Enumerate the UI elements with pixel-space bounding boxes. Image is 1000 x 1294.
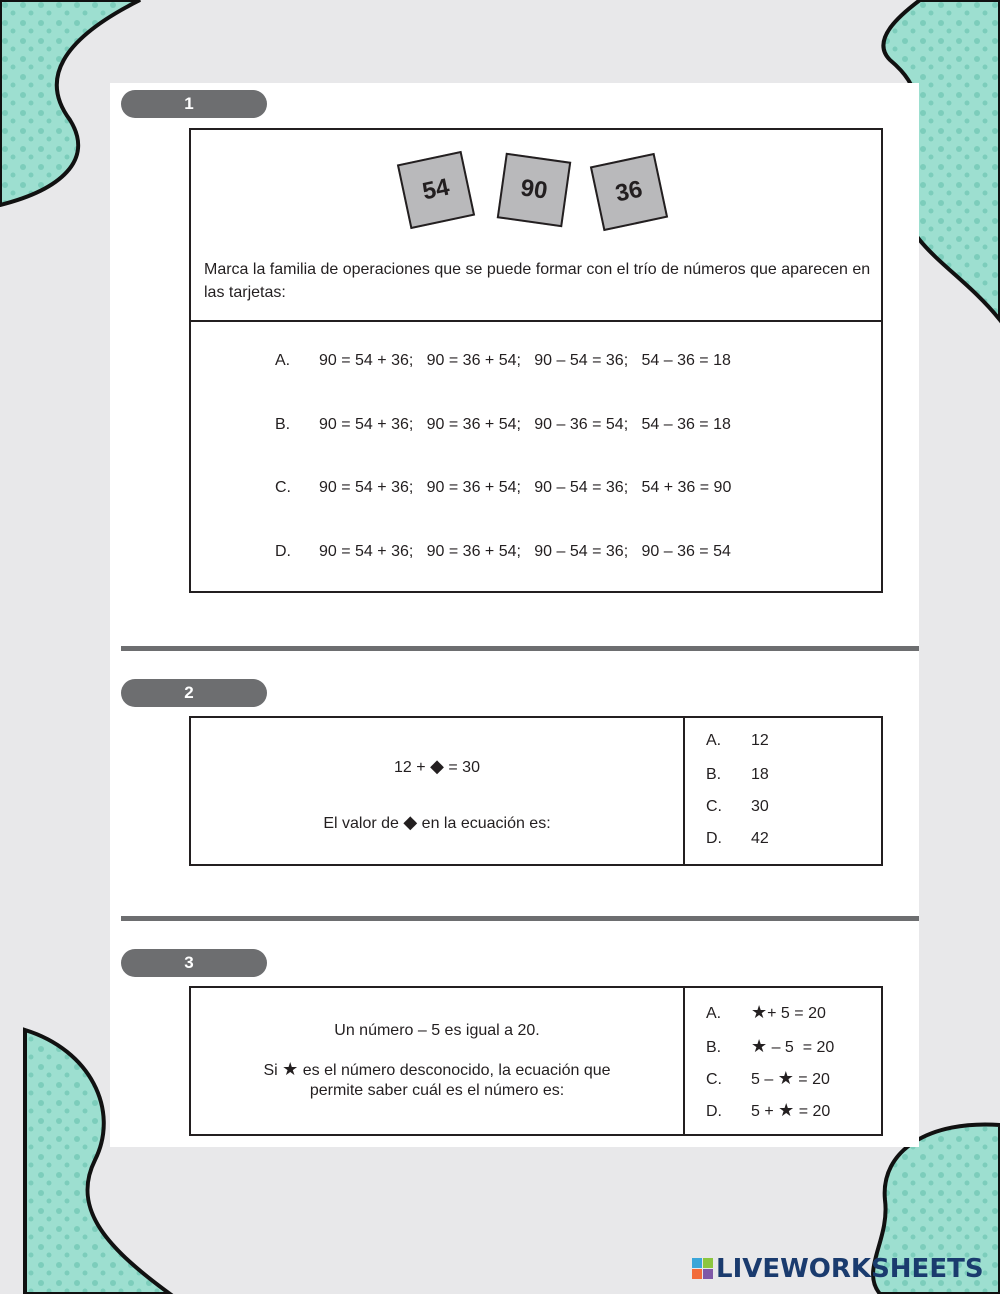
diamond-icon: ◆ bbox=[403, 812, 418, 832]
prompt-text: en la ecuación es: bbox=[421, 815, 551, 832]
answer-option-b[interactable] bbox=[706, 1036, 834, 1057]
question-3-line-1: Un número – 5 es igual a 20. bbox=[334, 1022, 540, 1039]
question-3-line-2 bbox=[191, 1059, 683, 1080]
option-letter: D. bbox=[275, 543, 291, 560]
answer-option-a[interactable] bbox=[706, 1002, 826, 1023]
star-icon: ★ bbox=[777, 1068, 794, 1088]
question-number-badge bbox=[121, 949, 267, 977]
question-number: 1 bbox=[184, 94, 194, 113]
question-number: 3 bbox=[184, 953, 194, 972]
answer-option-c[interactable] bbox=[275, 479, 731, 497]
prompt-text: es el número desconocido, la ecuación que bbox=[302, 1062, 611, 1079]
option-text: 5 + bbox=[751, 1103, 779, 1120]
option-text: 90 = 54 + 36; 90 = 36 + 54; 90 – 54 = 36; 54 – 36 = 18 bbox=[319, 352, 731, 369]
prompt-text: El valor de bbox=[323, 815, 399, 832]
option-letter: A. bbox=[706, 732, 722, 749]
answer-option-d[interactable] bbox=[706, 830, 769, 848]
question-number-badge bbox=[121, 679, 267, 707]
star-icon: ★ bbox=[778, 1100, 795, 1120]
question-2-box bbox=[189, 716, 883, 866]
liveworksheets-brand[interactable] bbox=[692, 1253, 984, 1285]
option-letter: A. bbox=[275, 352, 291, 369]
question-3-options bbox=[706, 988, 886, 1134]
question-3-line-3: permite saber cuál es el número es: bbox=[309, 1082, 565, 1099]
number-card: 54 bbox=[397, 151, 475, 229]
question-2-prompt bbox=[191, 812, 683, 833]
answer-option-d[interactable] bbox=[275, 543, 731, 561]
answer-option-b[interactable] bbox=[275, 416, 731, 434]
question-2-options bbox=[706, 718, 886, 864]
option-letter: C. bbox=[706, 1071, 722, 1088]
star-icon: ★ bbox=[751, 1002, 768, 1022]
option-text: – 5 = 20 bbox=[767, 1039, 835, 1056]
answer-option-c[interactable] bbox=[706, 798, 769, 816]
option-text: 90 = 54 + 36; 90 = 36 + 54; 90 – 54 = 36; 54 + 36 = 90 bbox=[319, 479, 732, 496]
option-value: 42 bbox=[751, 830, 769, 847]
prompt-text: Si bbox=[263, 1062, 278, 1079]
option-letter: C. bbox=[275, 479, 291, 496]
question-2-statement bbox=[191, 718, 685, 864]
question-1-box bbox=[189, 128, 883, 593]
question-3-box bbox=[189, 986, 883, 1136]
option-value: 12 bbox=[751, 732, 769, 749]
brand-name: LIVEWORKSHEETS bbox=[716, 1254, 984, 1284]
equation-left: 12 + bbox=[394, 759, 426, 776]
option-letter: B. bbox=[706, 766, 722, 783]
option-value: 18 bbox=[751, 766, 769, 783]
option-letter: B. bbox=[275, 416, 291, 433]
option-text: = 20 bbox=[794, 1103, 831, 1120]
answer-option-d[interactable] bbox=[706, 1100, 830, 1121]
option-letter: D. bbox=[706, 1103, 722, 1120]
option-text: 90 = 54 + 36; 90 = 36 + 54; 90 – 36 = 54; 54 – 36 = 18 bbox=[319, 416, 731, 433]
option-text: = 20 bbox=[793, 1071, 830, 1088]
option-value: 30 bbox=[751, 798, 769, 815]
star-icon: ★ bbox=[751, 1036, 768, 1056]
question-1-prompt: Marca la familia de operaciones que se puede formar con el trío de números que aparecen en las tarjetas: bbox=[204, 261, 871, 301]
question-number: 2 bbox=[184, 683, 194, 702]
option-letter: A. bbox=[706, 1005, 722, 1022]
option-text: + 5 = 20 bbox=[767, 1005, 826, 1022]
liveworksheets-logo-icon bbox=[692, 1258, 714, 1280]
divider bbox=[191, 320, 881, 322]
star-icon: ★ bbox=[282, 1059, 299, 1079]
answer-option-c[interactable] bbox=[706, 1068, 830, 1089]
answer-option-b[interactable] bbox=[706, 766, 769, 784]
option-text: 5 – bbox=[751, 1071, 778, 1088]
answer-option-a[interactable] bbox=[706, 732, 769, 750]
answer-option-a[interactable] bbox=[275, 352, 731, 370]
question-number-badge bbox=[121, 90, 267, 118]
equation-right: = 30 bbox=[448, 759, 480, 776]
worksheet-page bbox=[110, 83, 919, 1147]
option-text: 90 = 54 + 36; 90 = 36 + 54; 90 – 54 = 36; 90 – 36 = 54 bbox=[319, 543, 731, 560]
number-card: 90 bbox=[497, 153, 572, 228]
option-letter: D. bbox=[706, 830, 722, 847]
question-3-statement bbox=[191, 988, 685, 1134]
option-letter: C. bbox=[706, 798, 722, 815]
number-card: 36 bbox=[590, 153, 668, 231]
equation bbox=[191, 756, 683, 777]
section-divider bbox=[121, 646, 919, 651]
diamond-icon: ◆ bbox=[430, 756, 444, 776]
section-divider bbox=[121, 916, 919, 921]
option-letter: B. bbox=[706, 1039, 722, 1056]
